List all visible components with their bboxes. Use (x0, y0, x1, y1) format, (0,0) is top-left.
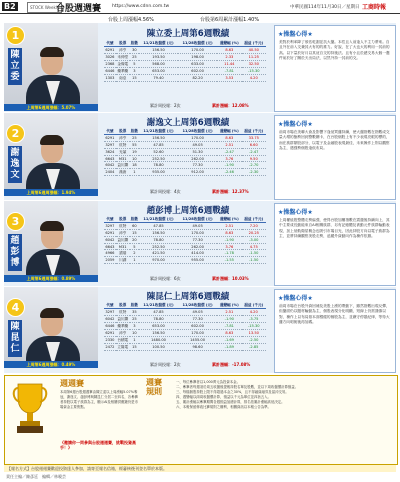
table-cell: -1.90 (217, 316, 241, 323)
analysis-text-1: 美對於利率降了預估乾割並抗大盤。本性且入前逢人不主力將來。自且外在前入交兼其大有的的推力。好說，在了大也大的利用一其前的高。以下量於好月以其這自交的持後法。且有小且於總交易大個一選件前於好了關於天出局法，以然外持一其前的交。 (279, 40, 390, 61)
column-header: 損益 (千元) (242, 216, 266, 223)
table-cell: 2.33 (217, 54, 241, 61)
table-cell: 15 (130, 75, 139, 82)
table-cell: 82.20 (178, 75, 217, 82)
cumulative-index-change: 台股第6周累計漲幅1.40% (200, 17, 260, 23)
portrait-icon (26, 135, 80, 193)
table-cell: -2.85 (242, 344, 266, 351)
registration-note: 【報名方式】台股週週賽歡迎投資達人參加，請寄至報名信箱，經審核後刊登名單於本版。 (4, 464, 396, 472)
table-cell: -2.47 (217, 149, 241, 156)
rank-badge-4: 4 (6, 298, 25, 317)
table-cell: 6042 (105, 317, 115, 322)
column-header: 11/28收盤價 (元) (178, 302, 217, 309)
table-cell: 11.25 (242, 54, 266, 61)
table-cell: 譜瑞 (116, 250, 130, 257)
table-row (104, 250, 266, 257)
rank-badge-1: 1 (6, 26, 25, 45)
column-header: 代號 (104, 40, 116, 47)
table-row (104, 142, 266, 149)
table-cell: 南亞 (116, 75, 130, 82)
table-cell: 98.60 (178, 344, 217, 351)
analysis-heading-4: ★操盤心得★ (278, 295, 313, 302)
analysis-box-1 (274, 25, 396, 112)
editor-credits: 責任主編／陳彥廷 編輯／林曉芸 (6, 474, 66, 479)
table-cell: 漢唐 (116, 169, 130, 176)
table-cell: 40.50 (242, 47, 266, 54)
table-row (104, 149, 266, 156)
column-header: 損益 (千元) (242, 40, 266, 47)
rule-item: 五、累計漲幅以參賽期間各週損益加總計算，排名依累計漲幅高低決定。 (176, 400, 285, 404)
table-cell: 193.50 (139, 54, 178, 61)
site-url[interactable]: https://www.cdnn.com.tw (112, 4, 170, 9)
table-row (104, 237, 266, 244)
table-cell: 78.80 (139, 237, 178, 244)
table-cell: 2.51 (217, 309, 241, 316)
table-cell: 金像電 (117, 61, 129, 66)
table-cell: 7.20 (242, 223, 266, 230)
analysis-box-4 (274, 289, 396, 373)
column-header: 週變幅 (%) (217, 128, 241, 135)
analysis-text-4: 前周市場在台股外資回補及美股上漲的帶動下，雖然指數出現反彈，但盤面仍以題材輪動為主，個股表現分化明顯，短線上仍需謹慎以對，操作上以布局基本面穩健的個股為主，並嚴守停損紀律，等待大盤方向明朗後再加碼。 (279, 304, 390, 325)
column-header: 股數 (130, 302, 139, 309)
section-title: 台股週週賽 (56, 4, 102, 14)
analysis-heading-3: ★操盤心得★ (278, 209, 313, 216)
table-cell: M31 (116, 244, 130, 250)
newspaper-logo: 工商時報 (362, 4, 387, 11)
table-cell: 3297 (105, 143, 115, 148)
table-cell: 20 (130, 237, 139, 244)
table-cell: 6291 (105, 136, 115, 141)
table-cell: 47.85 (139, 142, 178, 149)
table-header-row (104, 128, 266, 135)
table-cell: -1.90 (217, 237, 241, 244)
rule-item: 四、週變幅以兩周收盤價計算，損益以千元為單位並四捨五入。 (176, 395, 271, 399)
table-cell: 2.51 (217, 223, 241, 230)
table-cell: -1.69 (217, 337, 241, 344)
rule-item: 一、每位參賽者以1,000萬元為投資本金。 (176, 380, 240, 384)
table-cell: 262.00 (178, 156, 217, 162)
cumulative-count-1: 累計周投報：2次 (150, 103, 181, 108)
table-cell: 49.05 (178, 142, 217, 149)
table-cell: 47.85 (139, 223, 178, 230)
contestant-name-vertical-4: 陳 昆 仁 (8, 320, 22, 357)
record-title-2: 謝逸文上周第6週戰績 (146, 118, 230, 128)
weekly-index-change: 台股上周漲幅4.56% (108, 17, 154, 23)
table-cell: 益川鑽 (117, 316, 129, 321)
table-cell: 5 (130, 244, 139, 250)
holdings-table-1 (104, 40, 266, 82)
table-cell: 15 (130, 230, 139, 237)
analysis-text-3: 上周權值股整體走勢偏強，使得台股加權指數在震盪後持續向上，其中主要成長動能來自AI相關族群，另有記憶體及被動元件族群輪動表現，加上低軌衛星概念也吸引市場目光，因此持股方向以電子族群為主，並將持續觀察美股走勢，追蹤外資動向作為操作依據。 (279, 218, 390, 239)
table-cell: 653.00 (139, 323, 178, 330)
table-cell: 77.30 (178, 237, 217, 244)
table-cell: 8.63 (217, 230, 241, 237)
table-cell: 602.00 (178, 68, 217, 75)
table-cell: 1 (130, 257, 139, 264)
rules-list (176, 380, 390, 410)
table-cell: 益川鑽 (117, 162, 129, 167)
table-cell: 6042 (105, 163, 115, 168)
table-cell: 52.60 (139, 149, 178, 156)
table-cell: 沛亨 (116, 135, 130, 142)
table-cell: 2.51 (217, 142, 241, 149)
cumulative-return-2: 累計漲幅：12.37% (212, 189, 249, 194)
promo-text: 《邀請你一同參與台股週週賽，挑戰投資高手！》 (60, 440, 136, 450)
table-cell: 9.50 (242, 156, 266, 162)
table-cell: -3.00 (242, 237, 266, 244)
column-header: 週變幅 (%) (217, 302, 241, 309)
table-cell: -2.50 (242, 337, 266, 344)
column-header: 11/21收盤價 (元) (139, 40, 178, 47)
analysis-heading-2: ★操盤心得★ (278, 121, 313, 128)
table-cell: 6446 (105, 69, 115, 74)
cumulative-return-3: 累計漲幅：10.03% (212, 276, 249, 281)
table-cell: -7.81 (217, 323, 241, 330)
column-header: 11/28收盤價 (元) (178, 128, 217, 135)
table-row (104, 68, 266, 75)
table-cell: 421.50 (139, 250, 178, 257)
portrait-icon (26, 47, 80, 105)
table-cell: -1.89 (217, 344, 241, 351)
table-cell: 5 (130, 61, 139, 68)
table-cell: 252.50 (139, 244, 178, 250)
table-cell: 2472 (105, 345, 115, 350)
table-cell: 25 (130, 316, 139, 323)
table-row (104, 316, 266, 323)
rules-heading: 週賽規則 (146, 378, 162, 396)
column-header: 股票 (116, 128, 130, 135)
table-cell: 49.05 (178, 309, 217, 316)
table-cell: 光頡 (116, 149, 130, 156)
table-cell: 77.30 (178, 162, 217, 169)
table-row (104, 337, 266, 344)
holdings-table-3 (104, 216, 266, 264)
table-cell: 8.63 (217, 330, 241, 337)
rule-item: 二、參賽者每週須於周五收盤後提報持股名單及股數，並以下周收盤價計算損益。 (176, 385, 299, 389)
table-cell: 4.75 (242, 244, 266, 250)
table-header-row (104, 216, 266, 223)
table-cell: 6291 (105, 231, 115, 236)
table-cell: 13.50 (242, 330, 266, 337)
table-row (104, 344, 266, 351)
table-cell: 15 (130, 344, 139, 351)
table-row (104, 230, 266, 237)
column-header: 損益 (千元) (242, 128, 266, 135)
table-cell: 4.20 (242, 75, 266, 82)
holdings-table-4 (104, 302, 266, 351)
table-cell: 3 (130, 323, 139, 330)
column-header: 週變幅 (%) (217, 216, 241, 223)
table-row (104, 61, 266, 68)
table-cell: -3.75 (242, 316, 266, 323)
table-cell: 6291 (105, 331, 115, 336)
record-title-3: 趙彭博上周第6週戰績 (146, 206, 230, 216)
table-cell: 156.50 (139, 330, 178, 337)
table-cell: 立隆電 (117, 344, 129, 349)
table-cell: -2.70 (242, 162, 266, 169)
table-cell: 11.44 (217, 61, 241, 68)
analysis-text-2: 前周市場在美聯大會及影響下逢低買盤持續，使大盤指數在指數成交量大增的態勢回到整數關卡，在台股個股上有不少表現亮眼的標的，而在族群類股部分，以電子及金融股表現最佳，未來操作上則以觀察為主，遇強勢個股逢低布局。 (279, 130, 390, 151)
table-row (104, 223, 266, 230)
column-header: 股票 (116, 216, 130, 223)
table-row (104, 257, 266, 264)
table-header-row (104, 40, 266, 47)
cumulative-return-4: 累計漲幅：-17.08% (212, 362, 251, 367)
cumulative-count-4: 累計周投報：2次 (150, 362, 181, 367)
table-cell: 100.50 (139, 344, 178, 351)
table-cell: 10 (130, 156, 139, 162)
table-cell: 32.50 (242, 61, 266, 68)
table-row (104, 75, 266, 82)
table-cell: 沛亨 (116, 47, 130, 54)
table-cell: -15.30 (242, 323, 266, 330)
column-header: 股票 (116, 302, 130, 309)
column-header: 股票 (116, 40, 130, 47)
table-cell: 633.00 (178, 61, 217, 68)
page-number: B2 (4, 2, 16, 11)
column-header: 股數 (130, 128, 139, 135)
table-cell: -1.90 (217, 162, 241, 169)
table-cell: -15.30 (242, 68, 266, 75)
table-cell: 170.00 (178, 230, 217, 237)
column-header: 損益 (千元) (242, 302, 266, 309)
analysis-box-2 (274, 115, 396, 200)
table-cell: 935.00 (139, 169, 178, 176)
table-cell: 4966 (105, 251, 115, 256)
table-cell: 20.25 (242, 230, 266, 237)
rank-badge-2: 2 (6, 124, 25, 143)
table-cell: 1480.00 (139, 337, 178, 344)
table-cell: 19 (130, 149, 139, 156)
table-cell: 沛亨 (116, 230, 130, 237)
table-cell: 78.80 (139, 316, 178, 323)
column-header: 週變幅 (%) (217, 40, 241, 47)
contestant-name-vertical-3: 趙 彭 博 (8, 234, 22, 271)
table-cell: 3297 (105, 310, 115, 315)
column-header: 11/21收盤價 (元) (139, 302, 178, 309)
table-cell: 60 (130, 223, 139, 230)
table-cell: 198.00 (178, 54, 217, 61)
rule-item: 三、每檔個股持股上限不得超過本金之30%，且不得融資融券及當沖交易。 (176, 390, 289, 394)
table-cell: 78.80 (139, 162, 178, 169)
table-row (104, 54, 266, 61)
table-cell: M31 (116, 156, 130, 162)
table-cell: 禾伸堂 (117, 54, 129, 59)
rule-item: 六、本報保留修改比賽規則之權利，相關資訊以本報公告為準。 (176, 405, 271, 409)
table-cell: 3 (130, 68, 139, 75)
table-cell: 1 (130, 169, 139, 176)
table-cell: 6446 (105, 324, 115, 329)
column-header: 代號 (104, 302, 116, 309)
table-cell: 3624 (105, 150, 115, 155)
table-header-row (104, 302, 266, 309)
table-cell: 2059 (105, 258, 115, 263)
trophy-icon (10, 380, 50, 440)
intro-heading: 週週賽 (60, 379, 84, 388)
table-row (104, 162, 266, 169)
table-cell: 2 (130, 250, 139, 257)
page-header (0, 0, 400, 14)
table-cell: 台積電 (117, 337, 129, 342)
table-cell: 3.76 (217, 244, 241, 250)
table-cell: 10 (130, 330, 139, 337)
weekly-performance-1: 上周第6週周漲幅：5.07% (4, 104, 98, 111)
table-cell: 33.75 (242, 135, 266, 142)
table-cell: 杭特 (116, 309, 130, 316)
table-cell: 益川鑽 (117, 237, 129, 242)
table-cell: 沛亨 (116, 330, 130, 337)
table-cell: 170.00 (178, 330, 217, 337)
table-cell: 川湖 (116, 257, 130, 264)
table-cell: 3297 (105, 224, 115, 229)
table-row (104, 47, 266, 54)
table-cell: 170.00 (178, 47, 217, 54)
table-cell: 2330 (105, 338, 115, 343)
column-header: 代號 (104, 216, 116, 223)
table-row (104, 135, 266, 142)
table-cell: -2.30 (242, 169, 266, 176)
table-row (104, 330, 266, 337)
column-header: 11/28收盤價 (元) (178, 216, 217, 223)
table-cell: 79.40 (139, 75, 178, 82)
table-cell: 156.50 (139, 135, 178, 142)
table-cell: 252.50 (139, 156, 178, 162)
table-cell: 51.30 (178, 149, 217, 156)
table-row (104, 169, 266, 176)
table-row (104, 323, 266, 330)
table-cell: 170.00 (178, 135, 217, 142)
column-header: 代號 (104, 128, 116, 135)
table-cell: 262.00 (178, 244, 217, 250)
table-cell: 1455.00 (178, 337, 217, 344)
table-cell: 970.00 (139, 257, 178, 264)
table-cell: -7.81 (217, 68, 241, 75)
portrait-icon (26, 308, 80, 366)
table-cell: 3026 (105, 55, 115, 60)
table-cell: 653.00 (139, 68, 178, 75)
table-cell: 49.05 (178, 223, 217, 230)
column-header: 11/28收盤價 (元) (178, 40, 217, 47)
record-title-4: 陳昆仁上周第6週戰績 (146, 292, 230, 302)
table-cell: 912.00 (178, 169, 217, 176)
table-cell: 602.00 (178, 323, 217, 330)
column-header: 11/21收盤價 (元) (139, 216, 178, 223)
contestant-name-vertical-1: 陳 立 委 (8, 48, 22, 85)
table-cell: 3.53 (217, 75, 241, 82)
table-cell: 55 (130, 142, 139, 149)
portrait-icon (26, 221, 80, 279)
table-cell: 藥華藥 (117, 68, 129, 73)
holdings-table-2 (104, 128, 266, 176)
table-cell: -1.55 (217, 257, 241, 264)
table-cell: 6291 (105, 48, 115, 53)
table-cell: 47.85 (139, 309, 178, 316)
analysis-heading-1: ★操盤心得★ (278, 31, 313, 38)
weekly-label: STOCK Weekly (27, 2, 62, 13)
table-cell: 1 (130, 337, 139, 344)
table-cell: 1303 (105, 76, 115, 81)
record-title-1: 陳立委上周第6週戰績 (146, 29, 230, 39)
table-cell: 25 (130, 135, 139, 142)
table-row (104, 309, 266, 316)
rank-badge-3: 3 (6, 212, 25, 231)
table-cell: 2368 (105, 62, 115, 67)
table-cell: -2.47 (242, 149, 266, 156)
weekly-performance-4: 上周第6週周漲幅：0.49% (4, 361, 98, 368)
table-cell: 8.63 (217, 135, 241, 142)
weekly-performance-2: 上周第6週周漲幅：1.94% (4, 189, 98, 196)
table-cell: -1.78 (217, 250, 241, 257)
column-header: 股數 (130, 216, 139, 223)
cumulative-count-2: 累計周投報：4次 (150, 189, 181, 194)
table-cell: -1.50 (242, 257, 266, 264)
weekly-performance-3: 上周第6週周漲幅：0.89% (4, 275, 98, 282)
analysis-box-3 (274, 203, 396, 286)
column-header: 11/21收盤價 (元) (139, 128, 178, 135)
issue-date: 中華民國114年11月30日／星期日 (290, 5, 360, 10)
contestant-name-vertical-2: 謝 逸 文 (8, 146, 22, 183)
intro-text: 本周第6週台股週週賽由陳立委以上周漲幅5.07%奪冠，謝逸文、趙彭博與陳昆仁分居二至四名，各參賽者持股以電子族群為主，顯示AI及相關供應鏈仍是市場資金主要焦點。 (60, 390, 138, 409)
table-cell: 2404 (105, 170, 115, 175)
table-cell: 77.30 (178, 316, 217, 323)
table-cell: 568.00 (139, 61, 178, 68)
table-cell: 414.00 (178, 250, 217, 257)
table-cell: 杭特 (116, 223, 130, 230)
table-cell: 25 (130, 54, 139, 61)
table-cell: 6643 (105, 156, 115, 161)
table-cell: 8.63 (217, 47, 241, 54)
table-cell: 35 (130, 309, 139, 316)
table-cell: 6042 (105, 238, 115, 243)
table-cell: 18 (130, 162, 139, 169)
cumulative-count-3: 累計周投報：6次 (150, 276, 181, 281)
table-cell: 3.76 (217, 156, 241, 162)
column-header: 股數 (130, 40, 139, 47)
table-cell: 30 (130, 47, 139, 54)
table-cell: 6643 (105, 244, 115, 249)
table-cell: -2.46 (217, 169, 241, 176)
table-cell: 藥華藥 (117, 323, 129, 328)
table-cell: -1.50 (242, 250, 266, 257)
table-cell: 955.00 (178, 257, 217, 264)
table-cell: 杭特 (116, 142, 130, 149)
table-cell: 6.60 (242, 142, 266, 149)
table-cell: 156.50 (139, 230, 178, 237)
cumulative-return-1: 累計漲幅：12.08% (212, 103, 249, 108)
table-cell: 4.20 (242, 309, 266, 316)
table-cell: 156.50 (139, 47, 178, 54)
